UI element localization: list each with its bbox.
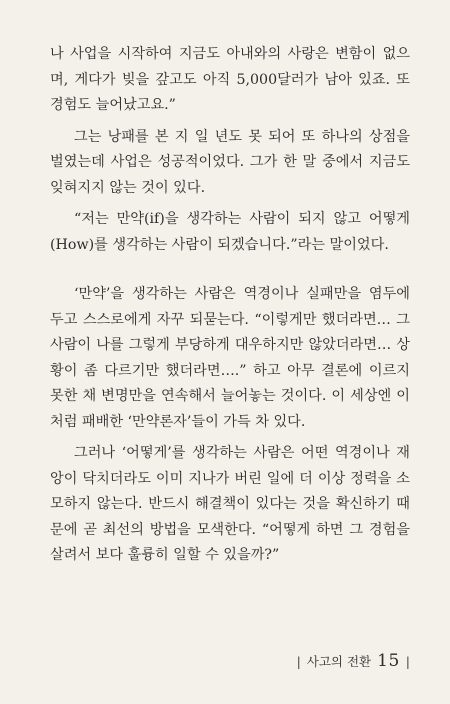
paragraph-5: 그러나 ‘어떻게’를 생각하는 사람은 어떤 역경이나 재앙이 닥치더라도 이미 지나가 버린 일에 더 이상 정력을 소모하지 않는다. 반드시 해결책이 있다는 것을 확신하기 때문에 곧 최선의 방법을 모색한다. “어떻게 하면 그 경험을 살려서 보다 훌륭히 일할 수 있을까?” xyxy=(50,445,410,563)
paragraph-3-quote: “저는 만약(if)을 생각하는 사람이 되지 않고 어떻게(How)를 생각하는 사람이 되겠습니다.”라는 말이었다. xyxy=(50,211,410,253)
paragraph-4: ‘만약’을 생각하는 사람은 역경이나 실패만을 염두에 두고 스스로에게 자꾸 되묻는다. “이렇게만 했더라면… 그 사람이 나를 그렇게 부당하게 대우하지만 않았더라면… 상황이 좀 다르기만 했더라면….” 하고 아무 결론에 이르지 못한 채 변명만을 연속해서 늘어놓는 것이다. 이 세상엔 이처럼 패배한 ‘만약론자’들이 가득 차 있다. xyxy=(50,286,410,430)
page-number: 15 xyxy=(377,651,400,671)
page-footer xyxy=(297,651,410,671)
paragraph-1: 나 사업을 시작하여 지금도 아내와의 사랑은 변함이 없으며, 게다가 빚을 갚고도 아직 5,000달러가 남아 있죠. 또 경험도 늘어났고요.” xyxy=(50,46,410,113)
section-title: 사고의 전환 xyxy=(306,654,372,669)
footer-divider-left: | xyxy=(296,654,301,669)
footer-divider-right: | xyxy=(405,654,410,669)
paragraph-2: 그는 낭패를 본 지 일 년도 못 되어 또 하나의 상점을 벌였는데 사업은 성공적이었다. 그가 한 말 중에서 지금도 잊혀지지 않는 것이 있다. xyxy=(50,128,410,196)
body-text xyxy=(50,42,410,569)
